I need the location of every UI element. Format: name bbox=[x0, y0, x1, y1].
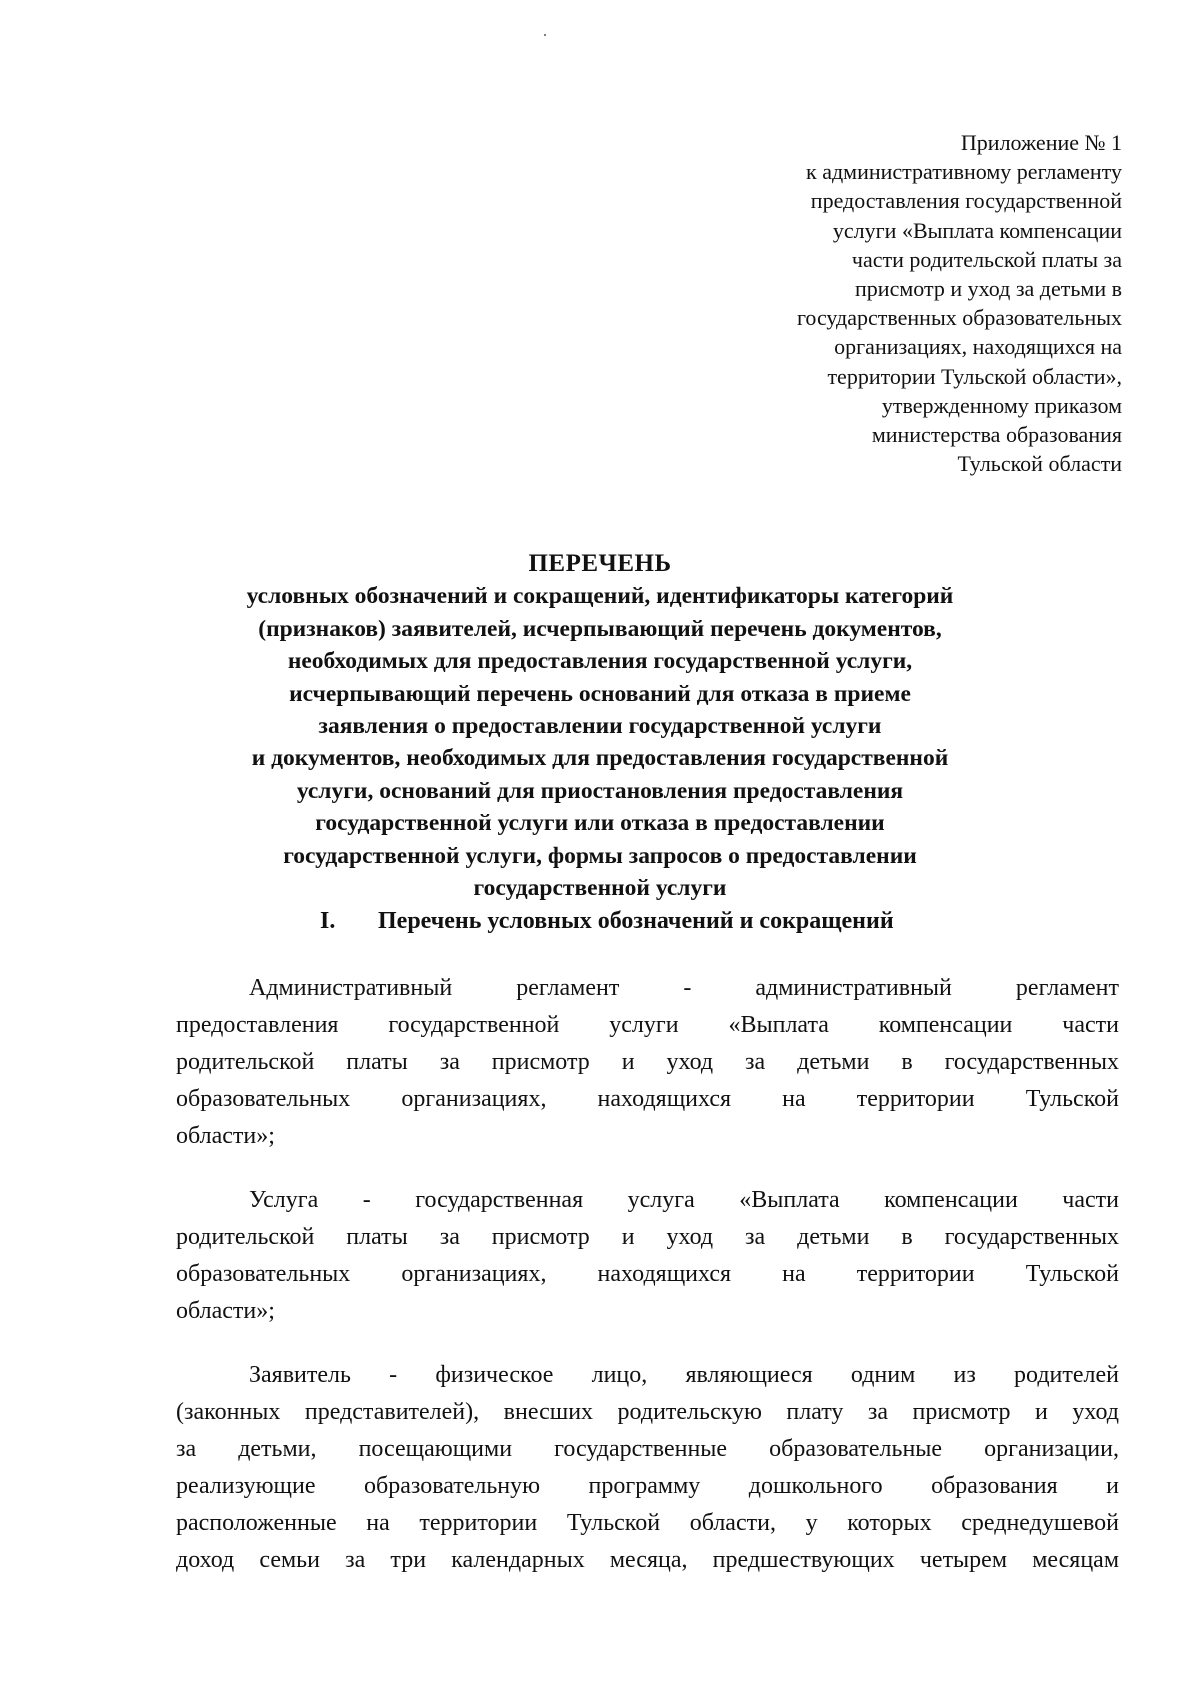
paragraph-line: предоставления государственной услуги «Выплата компенсации части bbox=[176, 1012, 1119, 1038]
paragraph-line: доход семьи за три календарных месяца, предшествующих четырем месяцам bbox=[176, 1547, 1119, 1573]
appendix-line: государственных образовательных bbox=[796, 305, 1122, 331]
appendix-line: услуги «Выплата компенсации bbox=[832, 217, 1122, 243]
paragraph-line: расположенные на территории Тульской области, у которых среднедушевой bbox=[176, 1510, 1119, 1536]
section-heading bbox=[320, 905, 894, 937]
paragraph-line: образовательных организациях, находящихся на территории Тульской bbox=[176, 1261, 1119, 1287]
paragraph-line: родительской платы за присмотр и уход за детьми в государственных bbox=[176, 1049, 1119, 1075]
appendix-line: Приложение № 1 bbox=[960, 130, 1122, 155]
appendix-line: предоставления государственной bbox=[810, 188, 1122, 214]
heading-line: государственной услуги bbox=[473, 875, 727, 902]
paragraph-line: области»; bbox=[176, 1123, 275, 1149]
appendix-line: Тульской области bbox=[957, 451, 1122, 477]
paragraph-line: Заявитель - физическое лицо, являющиеся одним из родителей bbox=[249, 1362, 1119, 1388]
appendix-note bbox=[662, 128, 1122, 478]
heading-line: государственной услуги или отказа в предоставлении bbox=[315, 810, 885, 837]
paragraph-line: за детьми, посещающими государственные образовательные организации, bbox=[176, 1436, 1119, 1462]
heading-line: условных обозначений и сокращений, идентификаторы категорий bbox=[246, 583, 954, 610]
scan-speck bbox=[544, 34, 546, 36]
heading-line: государственной услуги, формы запросов о предоставлении bbox=[283, 842, 917, 869]
appendix-line: министерства образования bbox=[871, 422, 1122, 448]
appendix-line: территории Тульской области», bbox=[827, 363, 1122, 389]
section-title: Перечень условных обозначений и сокращений bbox=[378, 908, 894, 934]
definition-paragraph bbox=[176, 1182, 1119, 1330]
paragraph-line: Услуга - государственная услуга «Выплата компенсации части bbox=[249, 1187, 1119, 1213]
appendix-line: утвержденному приказом bbox=[881, 392, 1122, 418]
heading-line: исчерпывающий перечень оснований для отказа в приеме bbox=[289, 680, 911, 707]
paragraph-line: области»; bbox=[176, 1298, 275, 1324]
definition-paragraph bbox=[176, 970, 1119, 1155]
paragraph-line: реализующие образовательную программу дошкольного образования и bbox=[176, 1473, 1119, 1499]
paragraph-line: образовательных организациях, находящихся на территории Тульской bbox=[176, 1086, 1119, 1112]
document-heading bbox=[140, 548, 1060, 904]
heading-line: и документов, необходимых для предоставления государственной bbox=[251, 745, 949, 772]
section-number: I. bbox=[320, 908, 336, 934]
appendix-line: части родительской платы за bbox=[851, 246, 1122, 272]
paragraph-line: родительской платы за присмотр и уход за детьми в государственных bbox=[176, 1224, 1119, 1250]
heading-line: необходимых для предоставления государственной услуги, bbox=[287, 648, 913, 675]
heading-line: услуги, оснований для приостановления предоставления bbox=[296, 777, 904, 804]
appendix-line: организациях, находящихся на bbox=[834, 334, 1122, 360]
paragraph-line: (законных представителей), внесших родительскую плату за присмотр и уход bbox=[176, 1399, 1119, 1425]
heading-line: заявления о предоставлении государственной услуги bbox=[318, 713, 882, 740]
paragraph-line: Административный регламент - административный регламент bbox=[249, 975, 1119, 1001]
appendix-line: к административному регламенту bbox=[806, 159, 1122, 185]
appendix-line: присмотр и уход за детьми в bbox=[855, 276, 1122, 302]
heading-line: (признаков) заявителей, исчерпывающий перечень документов, bbox=[258, 615, 942, 642]
heading-title: ПЕРЕЧЕНЬ bbox=[528, 550, 672, 577]
definition-paragraph bbox=[176, 1357, 1119, 1579]
